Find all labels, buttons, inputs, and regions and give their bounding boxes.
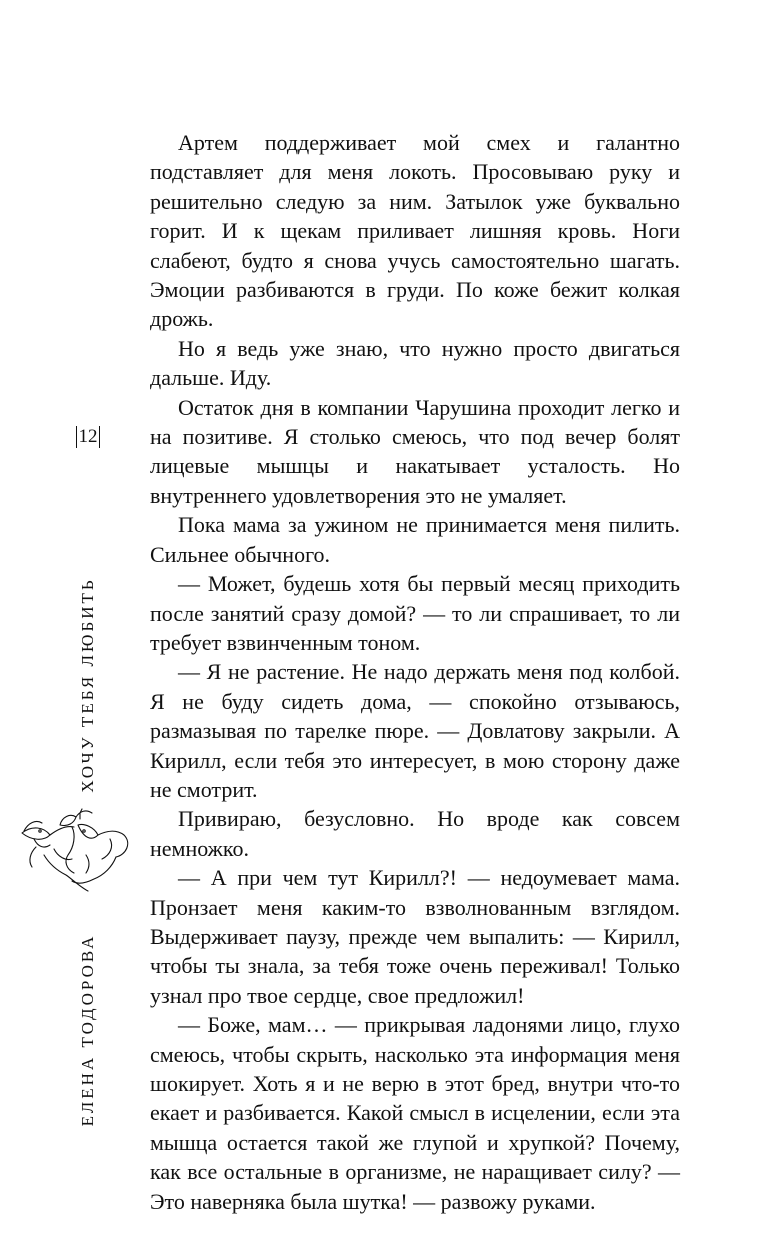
paragraph-3: Остаток дня в компании Чарушина проходит легко и на позитиве. Я столько смеюсь, что под вечер болят лицевые мышцы и накатывает усталость. Но внутреннего удовлетворения это не умаляет. xyxy=(150,394,680,508)
paragraph-1: Артем поддерживает мой смех и галантно подставляет для меня локоть. Просовываю руку и решительно следую за ним. Затылок уже буквально горит. И к щекам приливает лишняя кровь. Ноги слабеют, будто я снова учусь самостоятельно шагать. Эмоции разбиваются в груди. По коже бежит колкая дрожь. xyxy=(150,130,680,332)
paragraph-5: — Может, будешь хотя бы первый месяц приходить после занятий сразу домой? — то ли спрашивает, то ли требует взвинченным тоном. xyxy=(150,571,680,655)
paragraph-8: — А при чем тут Кирилл?! — недоумевает мама. Пронзает меня каким-то взволнованным взглядом. Выдерживает паузу, прежде чем выпалить: — Кирилл, чтобы ты знала, за тебя тоже очень переживал! Только узнал про твое сердце, свое предложил! xyxy=(150,865,680,1008)
paragraph-7: Привираю, безусловно. Но вроде как совсем немножко. xyxy=(150,806,680,861)
running-title: ХОЧУ ТЕБЯ ЛЮБИТЬ xyxy=(78,577,97,793)
paragraph-2: Но я ведь уже знаю, что нужно просто двигаться дальше. Иду. xyxy=(150,335,680,391)
floral-line-drawing-icon xyxy=(14,795,144,895)
paragraph-6: — Я не растение. Не надо держать меня под колбой. Я не буду сидеть дома, — спокойно отзываюсь, размазывая по тарелке пюре. — Довлатову закрыли. А Кирилл, если тебя это интересует, в мою сторону даже не смотрит. xyxy=(150,659,680,802)
body-text xyxy=(150,128,680,1216)
page-number xyxy=(70,424,106,450)
page-number-value: 12 xyxy=(78,426,98,447)
page-number-right-rule xyxy=(99,426,100,448)
page-number-left-rule xyxy=(76,426,77,448)
running-author: ЕЛЕНА ТОДОРОВА xyxy=(78,933,97,1127)
paragraph-9: — Боже, мам… — прикрывая ладонями лицо, глухо смеюсь, чтобы скрыть, насколько эта информация меня шокирует. Хоть я и не верю в этот бред, внутри что-то екает и разбивается. Какой смысл в исцелении, если эта мышца остается такой же глупой и хрупкой? Почему, как все остальные в организме, не наращивает силу? — Это наверняка была шутка! — развожу руками. xyxy=(150,1012,680,1214)
paragraph-4: Пока мама за ужином не принимается меня пилить. Сильнее обычного. xyxy=(150,512,680,567)
